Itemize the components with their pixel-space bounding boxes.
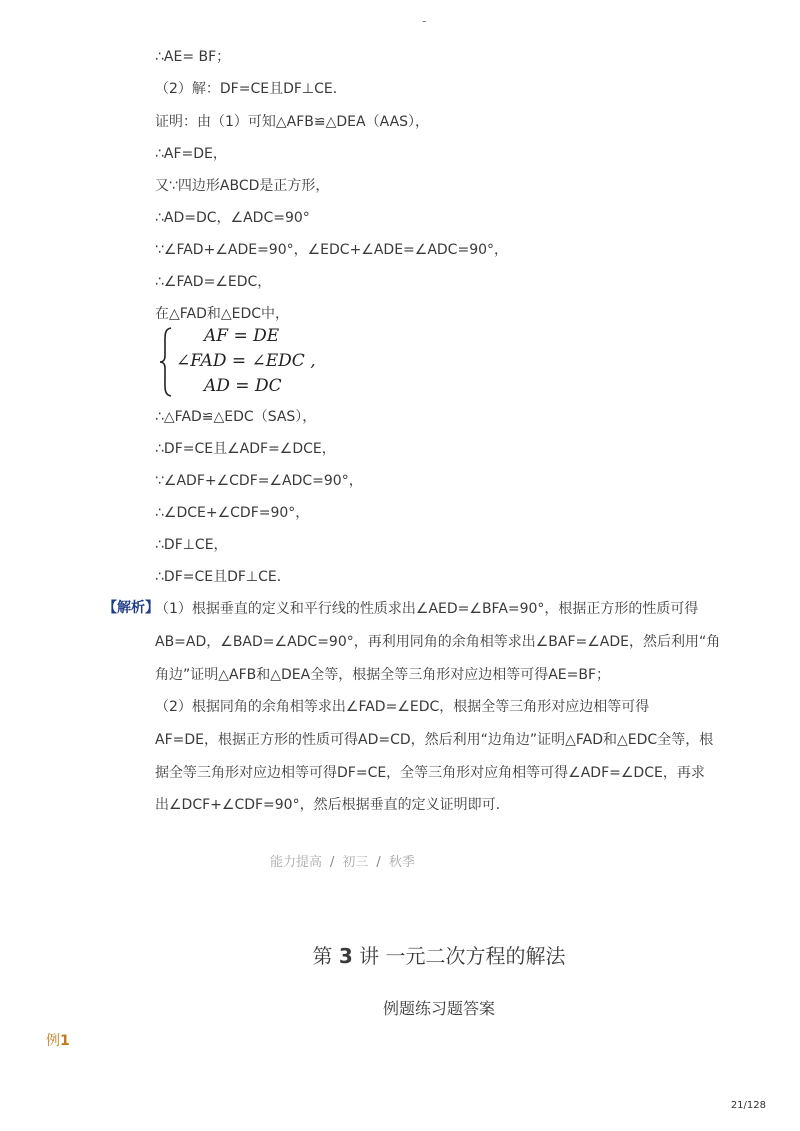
proof-line: ∴∠FAD=∠EDC， <box>155 274 272 290</box>
proof-line: ∴DF⊥CE， <box>155 537 228 553</box>
analysis-line: AB=AD，∠BAD=∠ADC=90°，再利用同角的余角相等求出∠BAF=∠ADE，然后利用“角 <box>155 634 721 650</box>
proof-line: ∴DF=CE且DF⊥CE． <box>155 569 291 585</box>
analysis-line: （2）根据同角的余角相等求出∠FAD=∠EDC，根据全等三角形对应边相等可得 <box>155 699 650 715</box>
chapter-prefix: 第 <box>312 944 333 968</box>
proof-line: ∵∠FAD+∠ADE=90°，∠EDC+∠ADE=∠ADC=90°， <box>155 242 509 258</box>
example-number: 1 <box>60 1033 70 1049</box>
section-subtitle: 例题练习题答案 <box>382 999 495 1018</box>
equation-line: ∠FAD = ∠EDC , <box>176 351 316 371</box>
analysis-line: （1）根据垂直的定义和平行线的性质求出∠AED=∠BFA=90°，根据正方形的性质可得 <box>155 601 699 617</box>
equation-system <box>158 326 378 398</box>
left-brace-icon <box>158 326 174 398</box>
analysis-line: AF=DE，根据正方形的性质可得AD=CD，然后利用“边角边”证明△FAD和△EDC全等，根 <box>155 732 714 748</box>
chapter-suffix: 讲 一元二次方程的解法 <box>359 944 566 968</box>
proof-line: 证明：由（1）可知△AFB≌△DEA（AAS）， <box>155 114 430 130</box>
analysis-line: 据全等三角形对应边相等可得DF=CE，全等三角形对应角相等可得∠ADF=∠DCE，再求 <box>155 765 705 781</box>
header-mark: - <box>422 14 427 28</box>
proof-line: 在△FAD和△EDC中， <box>155 306 290 322</box>
analysis-line: 出∠DCF+∠CDF=90°，然后根据垂直的定义证明即可. <box>155 797 501 813</box>
equation-line: AF = DE <box>204 326 280 346</box>
proof-line: （2）解：DF=CE且DF⊥CE． <box>155 81 347 97</box>
page-number: 21/128 <box>730 1100 766 1111</box>
footer-breadcrumb <box>270 851 415 870</box>
example-prefix: 例 <box>46 1033 60 1049</box>
breadcrumb-part: 能力提高 <box>270 855 323 870</box>
breadcrumb-part: 秋季 <box>388 855 415 870</box>
proof-line: ∴DF=CE且∠ADF=∠DCE， <box>155 441 336 457</box>
analysis-line: 角边”证明△AFB和△DEA全等，根据全等三角形对应边相等可得AE=BF； <box>155 667 611 683</box>
proof-line: ∵∠ADF+∠CDF=∠ADC=90°， <box>155 473 363 489</box>
chapter-title <box>0 940 800 969</box>
proof-line: 又∵四边形ABCD是正方形， <box>155 178 330 194</box>
equation-line: AD = DC <box>204 376 282 396</box>
analysis-label: 【解析】 <box>103 600 159 616</box>
proof-line: ∴∠DCE+∠CDF=90°， <box>155 505 310 521</box>
breadcrumb-separator: / <box>376 855 381 870</box>
proof-line: ∴AF=DE， <box>155 146 227 162</box>
proof-line: ∴AE= BF； <box>155 49 231 65</box>
chapter-number: 3 <box>338 944 353 968</box>
breadcrumb-part: 初三 <box>342 855 369 870</box>
breadcrumb-separator: / <box>330 855 335 870</box>
example-label <box>46 1030 70 1050</box>
proof-line: ∴AD=DC，∠ADC=90° <box>155 210 310 226</box>
proof-line: ∴△FAD≌△EDC（SAS）， <box>155 409 317 425</box>
